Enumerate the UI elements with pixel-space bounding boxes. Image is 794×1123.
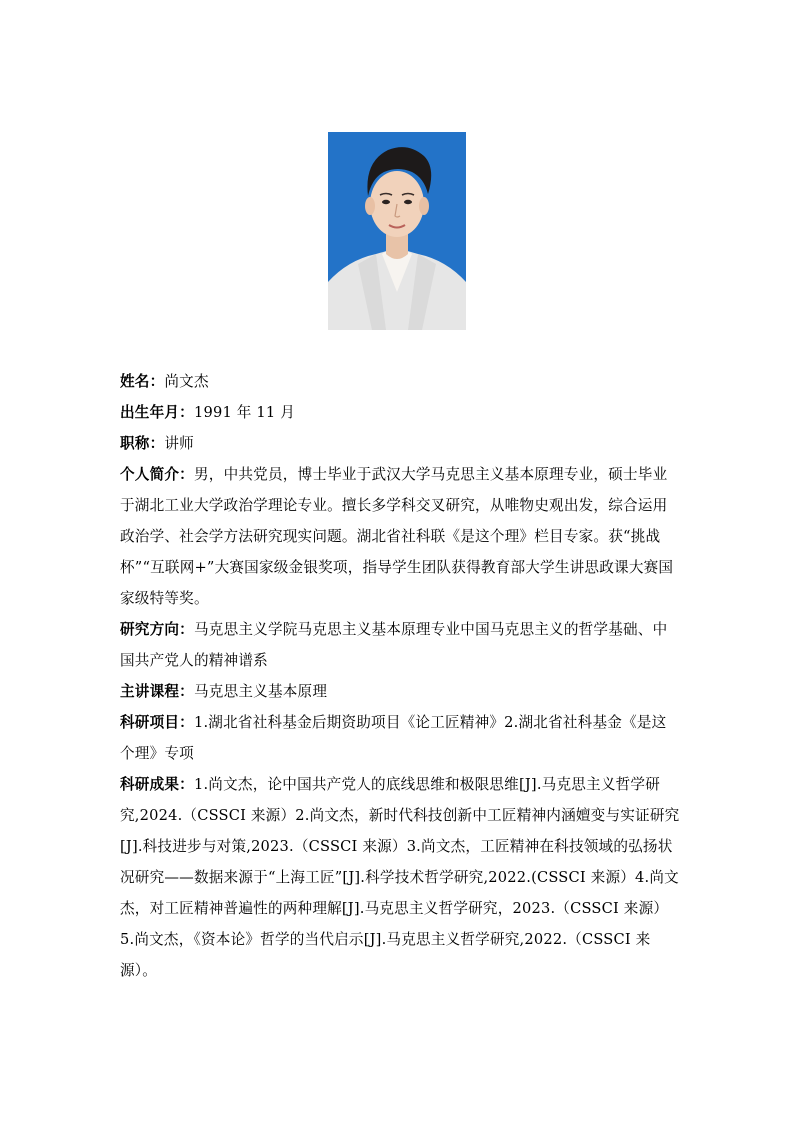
achievements-field	[120, 769, 680, 986]
projects-field	[120, 707, 680, 769]
birth-label: 出生年月：	[120, 404, 194, 421]
research-direction-value: 马克思主义学院马克思主义基本原理专业中国马克思主义的哲学基础、中国共产党人的精神谱系	[120, 621, 668, 669]
portrait-photo-icon	[328, 132, 466, 330]
title-field	[120, 428, 680, 459]
title-value: 讲师	[164, 435, 194, 452]
name-field	[120, 366, 680, 397]
courses-field	[120, 676, 680, 707]
name-value: 尚文杰	[164, 373, 209, 390]
birth-value: 1991 年 11 月	[193, 404, 295, 421]
projects-value: 1.湖北省社科基金后期资助项目《论工匠精神》2.湖北省社科基金《是这个理》专项	[120, 714, 667, 762]
projects-label: 科研项目：	[120, 714, 194, 731]
research-direction-field	[120, 614, 680, 676]
achievements-value: 1.尚文杰，论中国共产党人的底线思维和极限思维[J].马克思主义哲学研究,2024.（CSSCI 来源）2.尚文杰，新时代科技创新中工匠精神内涵嬗变与实证研究[J].科技进步与对策,2023.（CSSCI 来源）3.尚文杰，工匠精神在科技领域的弘扬状况研究——数据来源于“上海工匠”[J].科学技术哲学研究,2022.(CSSCI 来源）4.尚文杰，对工匠精神普遍性的两种理解[J].马克思主义哲学研究，2023.（CSSCI 来源）5.尚文杰，《资本论》哲学的当代启示[J].马克思主义哲学研究,2022.（CSSCI 来源）。	[120, 776, 680, 979]
birth-field	[120, 397, 680, 428]
profile-content	[120, 366, 680, 986]
title-label: 职称：	[120, 435, 165, 452]
courses-value: 马克思主义基本原理	[193, 683, 328, 700]
name-label: 姓名：	[120, 373, 165, 390]
intro-value: 男，中共党员，博士毕业于武汉大学马克思主义基本原理专业，硕士毕业于湖北工业大学政治学理论专业。擅长多学科交叉研究，从唯物史观出发，综合运用政治学、社会学方法研究现实问题。湖北省社科联《是这个理》栏目专家。获“挑战杯”“互联网+”大赛国家级金银奖项，指导学生团队获得教育部大学生讲思政课大赛国家级特等奖。	[120, 466, 674, 607]
intro-label: 个人简介：	[120, 466, 194, 483]
intro-field	[120, 459, 680, 614]
research-direction-label: 研究方向：	[120, 621, 194, 638]
profile-photo	[328, 132, 466, 330]
achievements-label: 科研成果：	[120, 776, 194, 793]
courses-label: 主讲课程：	[120, 683, 194, 700]
